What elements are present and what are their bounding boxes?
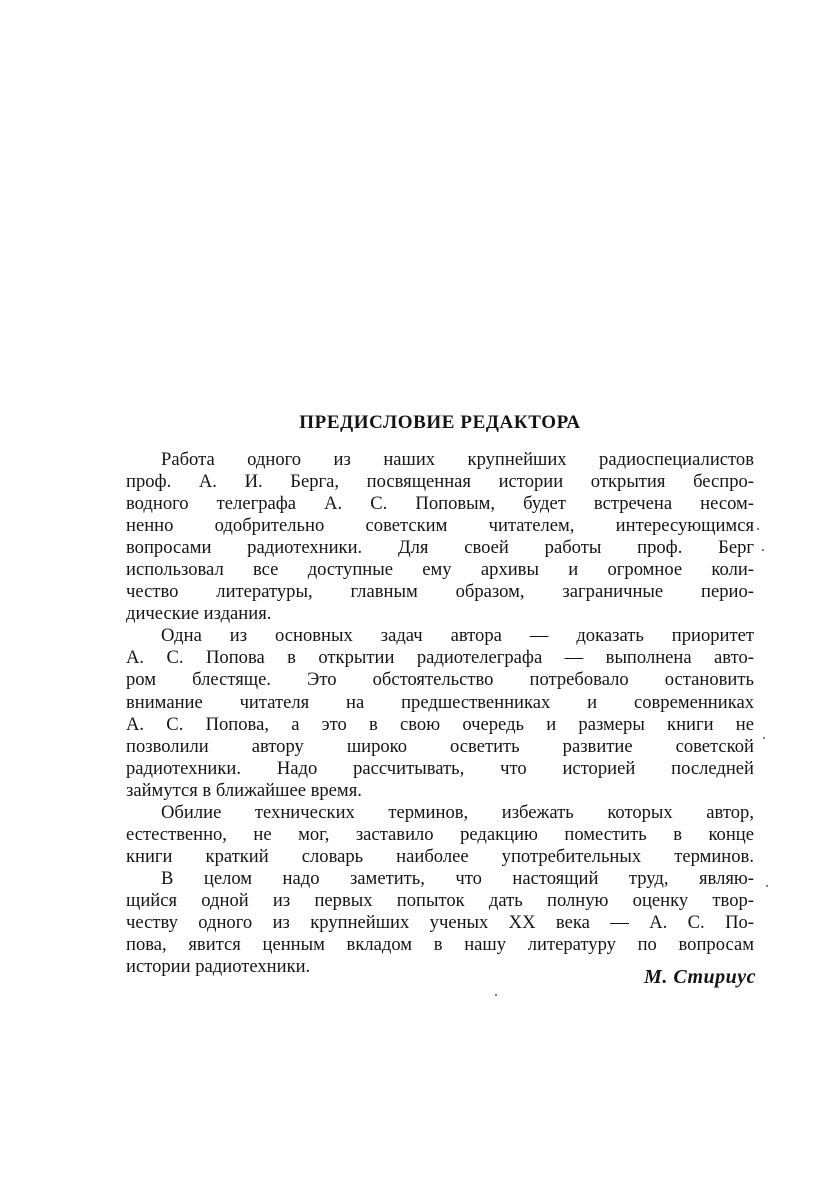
paragraph-1-line-3: водного телеграфа А. С. Поповым, будет встречена несом- bbox=[126, 493, 754, 515]
editor-signature: М. Стирuус bbox=[644, 966, 756, 988]
scan-speck bbox=[762, 549, 764, 551]
paragraph-3-line-2: естественно, не мог, заставило редакцию поместить в конце bbox=[126, 823, 754, 845]
paragraph-2-line-1: Одна из основных задач автора — доказать приоритет bbox=[161, 625, 754, 647]
paragraph-2-line-6: позволили автору широко осветить развитие советской bbox=[126, 735, 754, 757]
paragraph-4-line-3: честву одного из крупнейших ученых XX века — А. С. По- bbox=[126, 911, 754, 933]
paragraph-1-line-7: чество литературы, главным образом, заграничные перио- bbox=[126, 581, 754, 603]
paragraph-2-line-7: радиотехники. Надо рассчитывать, что историей последней bbox=[126, 757, 754, 779]
paragraph-4-line-2: щийся одной из первых попыток дать полную оценку твор- bbox=[126, 889, 754, 911]
scan-speck bbox=[766, 885, 768, 887]
scan-speck bbox=[763, 737, 765, 739]
preface-text bbox=[126, 449, 754, 978]
paragraph-1-line-2: проф. А. И. Берга, посвященная истории открытия беспро- bbox=[126, 471, 754, 493]
paragraph-2-line-3: ром блестяще. Это обстоятельство потребовало остановить bbox=[126, 669, 754, 691]
paragraph-2-line-2: А. С. Попова в открытии радиотелеграфа — выполнена авто- bbox=[126, 647, 754, 669]
paragraph-4-line-4: пова, явится ценным вкладом в нашу литературу по вопросам bbox=[126, 934, 754, 956]
paragraph-1-line-8: дические издания. bbox=[126, 603, 272, 625]
paragraph-2-line-5: А. С. Попова, а это в свою очередь и размеры книги не bbox=[126, 713, 754, 735]
paragraph-2-line-4: внимание читателя на предшественниках и современниках bbox=[126, 691, 754, 713]
scan-speck bbox=[495, 994, 497, 996]
paragraph-1-line-5: вопросами радиотехники. Для своей работы проф. Берг bbox=[126, 537, 754, 559]
paragraph-4-line-5: истории радиотехники. bbox=[126, 956, 311, 978]
paragraph-3-line-1: Обилие технических терминов, избежать которых автор, bbox=[161, 801, 754, 823]
paragraph-1-line-4: ненно одобрительно советским читателем, интересующимся bbox=[126, 515, 754, 537]
scan-speck bbox=[757, 528, 759, 530]
paragraph-1-line-6: использовал все доступные ему архивы и огромное коли- bbox=[126, 559, 754, 581]
page-title: ПРЕДИСЛОВИЕ РЕДАКТОРА bbox=[299, 412, 581, 433]
paragraph-3-line-3: книги краткий словарь наиболее употребительных терминов. bbox=[126, 845, 754, 867]
paragraph-2-line-8: займутся в ближайшее время. bbox=[126, 779, 362, 801]
paragraph-4-line-1: В целом надо заметить, что настоящий труд, являю- bbox=[161, 867, 754, 889]
paragraph-1-line-1: Работа одного из наших крупнейших радиоспециалистов bbox=[161, 449, 754, 470]
